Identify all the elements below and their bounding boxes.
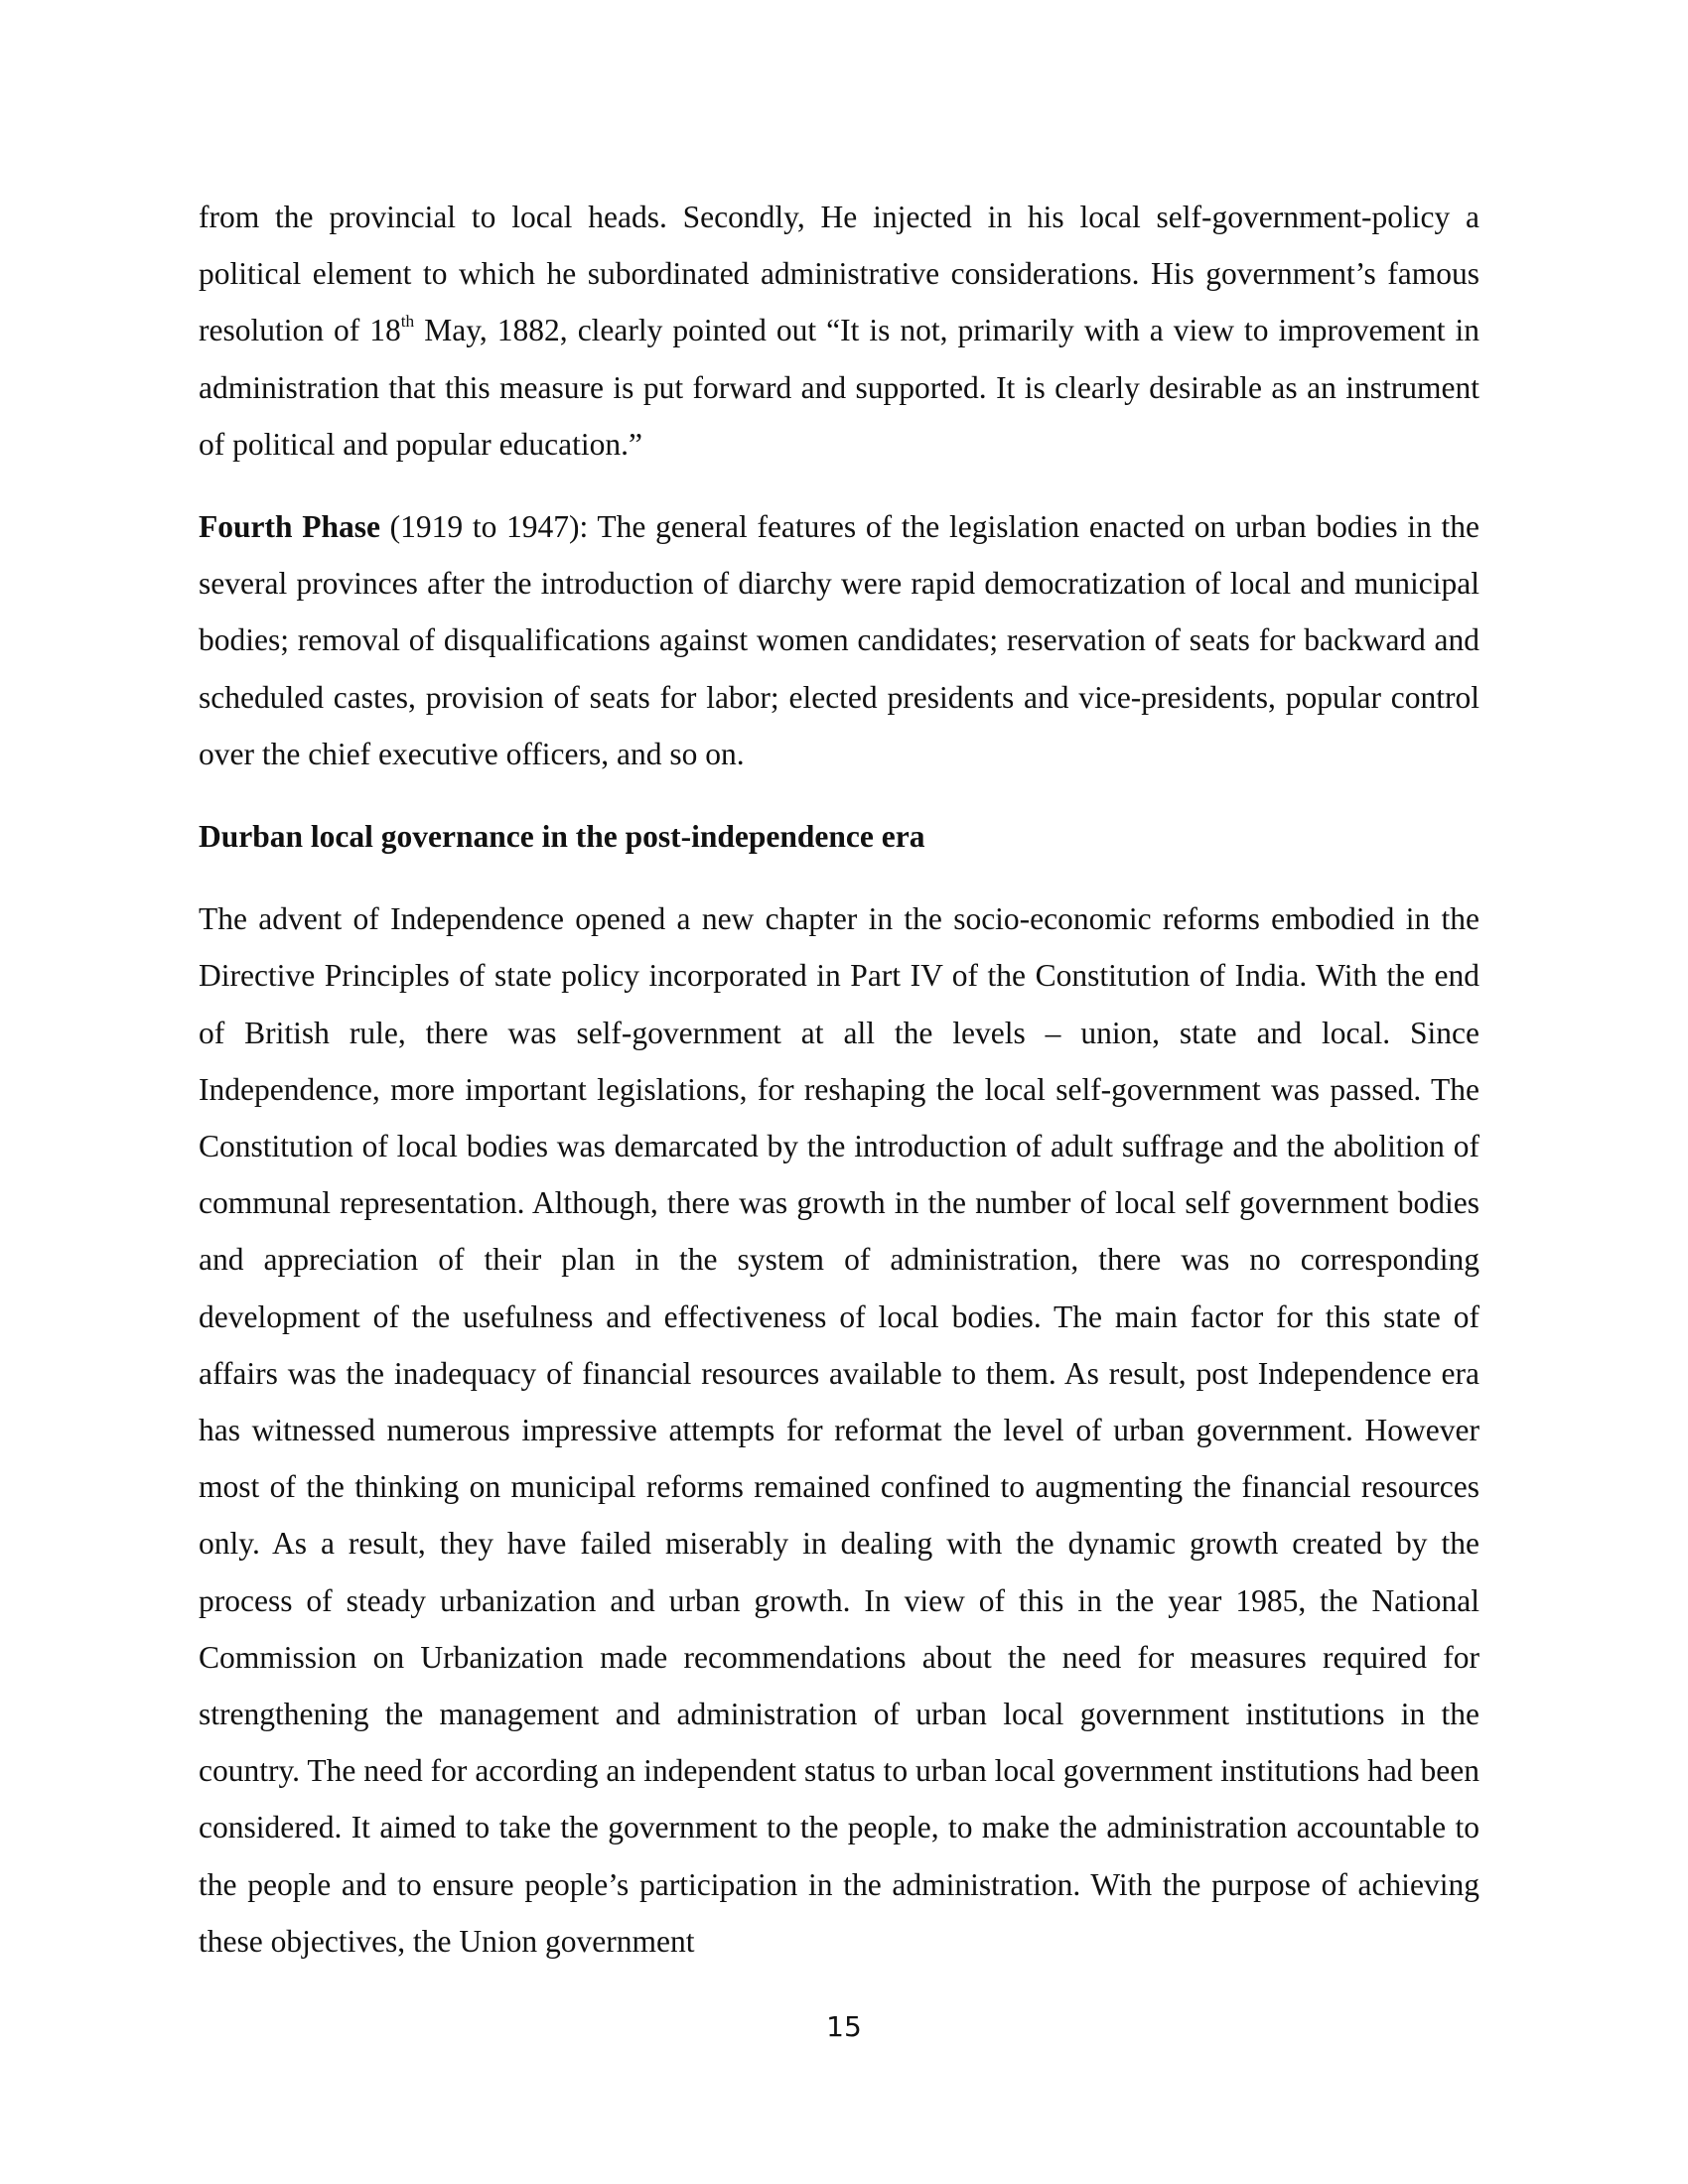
paragraph-post-independence: The advent of Independence opened a new chapter in the socio-economic reforms embodied in the Directive Principles of state policy incorporated in Part IV of the Constitution of India. With the end of British rule, there was self-government at all the levels – union, state and local. Since Independence, more important legislations, for reshaping the local self-government was passed. The Constitution of local bodies was demarcated by the introduction of adult suffrage and the abolition of communal representation. Although, there was growth in the number of local self government bodies and appreciation of their plan in the system of administration, there was no corresponding development of the usefulness and effectiveness of local bodies. The main factor for this state of affairs was the inadequacy of financial resources available to them. As result, post Independence era has witnessed numerous impressive attempts for reformat the level of urban government. However most of the thinking on municipal reforms remained confined to augmenting the financial resources only. As a result, they have failed miserably in dealing with the dynamic growth created by the process of steady urbanization and urban growth. In view of this in the year 1985, the National Commission on Urbanization made recommendations about the need for measures required for strengthening the management and administration of urban local government institutions in the country. The need for according an independent status to urban local government institutions had been considered. It aimed to take the government to the people, to make the administration accountable to the people and to ensure people’s participation in the administration. With the purpose of achieving these objectives, the Union government: [199, 901, 1479, 1959]
page-number: 15: [826, 2010, 862, 2043]
paragraph-fourth-phase: [199, 498, 1479, 782]
section-heading: Durban local governance in the post-independence era: [199, 819, 925, 855]
paragraph-text: from the provincial to local heads. Secondly, He injected in his local self-government-policy a political element to which he subordinated administrative considerations. His government’s famous resolution of 18: [199, 200, 1479, 348]
paragraph-text: May, 1882, clearly pointed out “It is not, primarily with a view to improvement in administration that this measure is put forward and supported. It is clearly desirable as an instrument of political and popular education.”: [199, 313, 1479, 462]
ordinal-superscript: th: [400, 312, 415, 332]
document-page: [199, 189, 1479, 1995]
phase-label: Fourth Phase: [199, 509, 380, 545]
paragraph-text: (1919 to 1947): The general features of the legislation enacted on urban bodies in the several provinces after the introduction of diarchy were rapid democratization of local and municipal bodies; removal of disqualifications against women candidates; reservation of seats for backward and scheduled castes, provision of seats for labor; elected presidents and vice-presidents, popular control over the chief executive officers, and so on.: [199, 509, 1479, 771]
paragraph-provincial-heads: [199, 189, 1479, 473]
